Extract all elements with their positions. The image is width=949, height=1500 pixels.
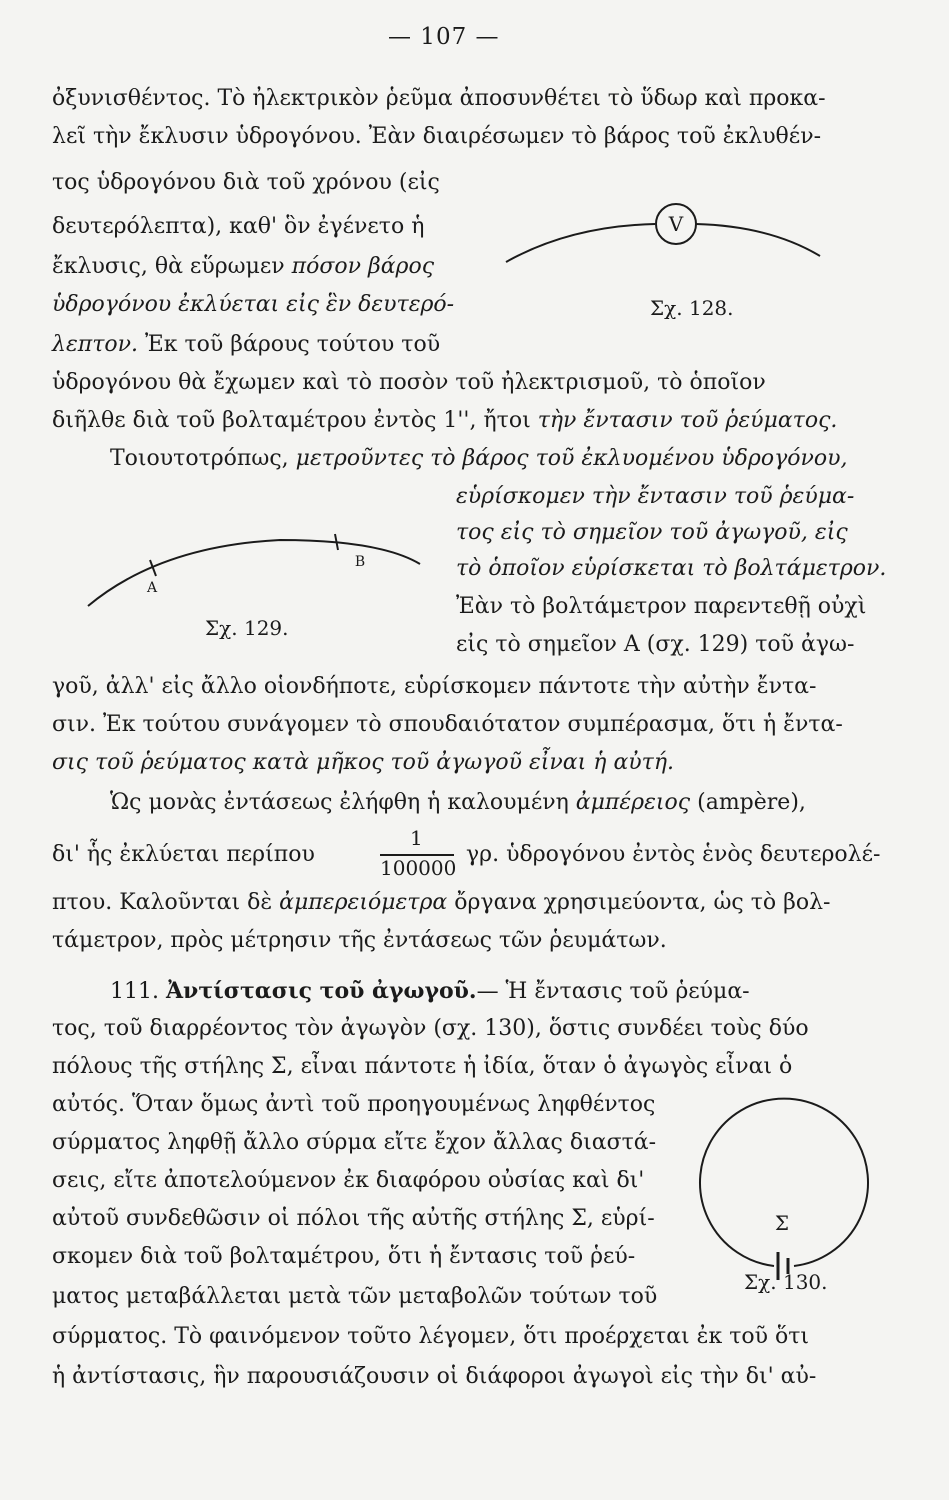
text-span: ὄργανα χρησιμεύοντα, ὡς τὸ βολ- (447, 890, 831, 915)
text-span: εἰς τὸ σημεῖον Α (σχ. 129) τοῦ ἀγω- (456, 632, 855, 657)
text-line (52, 1016, 809, 1042)
text-span: δι' ἧς ἐκλύεται περίπου (52, 842, 315, 867)
text-line (52, 928, 667, 954)
text-line (52, 170, 440, 196)
fraction-numerator: 1 (410, 826, 423, 850)
text-span: αὐτός. Ὅταν ὅμως ἀντὶ τοῦ προηγουμένως ληφθέντος (52, 1092, 656, 1117)
text-span: ὑδρογόνου θὰ ἔχωμεν καὶ τὸ ποσὸν τοῦ ἠλεκτρισμοῦ, τὸ ὁποῖον (52, 370, 766, 395)
figure-129-caption: Σχ. 129. (205, 616, 289, 640)
text-line (456, 632, 854, 658)
text-span-italic: λεπτον. (52, 332, 138, 357)
text-line (52, 890, 830, 916)
text-span: τος ὑδρογόνου διὰ τοῦ χρόνου (εἰς (52, 170, 440, 195)
page-number: — 107 — (388, 24, 500, 50)
text-line (52, 750, 674, 776)
text-span: πτου. Καλοῦνται δὲ (52, 890, 280, 915)
point-b-label: B (354, 554, 366, 570)
text-span: ἡ ἀντίστασις, ἣν παρουσιάζουσιν οἱ διάφοροι ἀγωγοὶ εἰς τὴν δι' αὐ- (52, 1364, 817, 1389)
text-line (466, 842, 880, 868)
text-span: σύρματος. Τὸ φαινόμενον τοῦτο λέγομεν, ὅτι προέρχεται ἐκ τοῦ ὅτι (52, 1324, 810, 1349)
text-span-italic: μετροῦντες τὸ βάρος τοῦ ἐκλυομένου ὑδρογόνου, (295, 446, 848, 471)
text-span-italic: τὴν ἔντασιν τοῦ ῥεύματος. (537, 408, 838, 433)
text-line (52, 1324, 809, 1350)
text-line (52, 124, 821, 150)
text-line (52, 214, 424, 240)
text-line (52, 1364, 816, 1390)
text-span: Ὡς μονὰς ἐντάσεως ἐλήφθη ἡ καλουμένη (110, 790, 576, 815)
text-span-italic: τος εἰς τὸ σημεῖον τοῦ ἀγωγοῦ, εἰς (456, 520, 848, 545)
text-span: πόλους τῆς στήλης Σ, εἶναι πάντοτε ἡ ἰδία, ὅταν ὁ ἀγωγὸς εἶναι ὁ (52, 1054, 793, 1079)
figure-130 (700, 1090, 880, 1280)
text-line (52, 712, 843, 738)
text-span-italic: ἀμπερειόμετρα (279, 890, 448, 915)
text-span: — Ἡ ἔντασις τοῦ ῥεύμα- (476, 979, 750, 1004)
text-span: σκομεν διὰ τοῦ βολταμέτρου, ὅτι ἡ ἔντασις τοῦ ῥεύ- (52, 1244, 636, 1269)
text-line (456, 556, 886, 582)
text-line (110, 446, 847, 472)
text-span: τάμετρον, πρὸς μέτρησιν τῆς ἐντάσεως τῶν ῥευμάτων. (52, 928, 667, 953)
figure-130-circuit (700, 1099, 868, 1266)
figure-128-wire-right (696, 224, 820, 256)
battery-label: Σ (774, 1211, 790, 1235)
text-span-italic: ὑδρογόνου ἐκλύεται εἰς ἓν δευτερό- (52, 292, 455, 317)
point-a-label: A (146, 580, 158, 596)
text-line (52, 1244, 635, 1270)
text-span-italic: πόσον βάρος (291, 254, 435, 279)
text-span: ὀξυνισθέντος. Τὸ ἠλεκτρικὸν ῥεῦμα ἀποσυνθέτει τὸ ὕδωρ καὶ προκα- (52, 86, 826, 111)
text-span: τος, τοῦ διαρρέοντος τὸν ἀγωγὸν (σχ. 130), ὅστις συνδέει τοὺς δύο (52, 1016, 809, 1041)
voltmeter-label: V (668, 212, 684, 236)
text-line (52, 1168, 644, 1194)
text-line (52, 1130, 656, 1156)
text-line (52, 842, 315, 868)
text-line (52, 292, 454, 318)
text-line (52, 370, 766, 396)
text-line (52, 1054, 792, 1080)
text-span: Τοιουτοτρόπως, (110, 446, 296, 471)
text-line (52, 332, 440, 358)
figure-128-caption: Σχ. 128. (650, 296, 734, 320)
figure-128 (500, 192, 830, 282)
text-line (52, 408, 837, 434)
text-span: (ampère), (690, 790, 806, 815)
text-span: Ἐκ τοῦ βάρους τούτου τοῦ (138, 332, 441, 357)
text-line (52, 1284, 657, 1310)
text-line (456, 520, 848, 546)
figure-129 (80, 520, 430, 620)
text-span: διῆλθε διὰ τοῦ βολταμέτρου ἐντὸς 1'', ἤτοι (52, 408, 538, 433)
text-line (52, 1206, 655, 1232)
text-line (52, 86, 826, 112)
text-span: σύρματος ληφθῇ ἄλλο σύρμα εἴτε ἔχον ἄλλας διαστά- (52, 1130, 657, 1155)
text-span-italic: ἀμπέρειος (575, 790, 691, 815)
text-line (110, 790, 806, 816)
text-span: σιν. Ἐκ τούτου συνάγομεν τὸ σπουδαιότατον συμπέρασμα, ὅτι ἡ ἔντα- (52, 712, 843, 737)
section-number: 111. (110, 979, 166, 1004)
text-line (456, 594, 866, 620)
text-line (52, 254, 434, 280)
figure-130-caption: Σχ. 130. (744, 1270, 828, 1294)
text-span: Ἐὰν τὸ βολτάμετρον παρεντεθῇ οὐχὶ (456, 594, 867, 619)
figure-129-wire (88, 540, 420, 606)
text-span-italic: εὑρίσκομεν τὴν ἔντασιν τοῦ ῥεύμα- (456, 484, 855, 509)
text-span: δευτερόλεπτα), καθ' ὃν ἐγένετο ἡ (52, 214, 425, 239)
section-title: Ἀντίστασις τοῦ ἀγωγοῦ. (165, 978, 477, 1004)
text-span: σεις, εἴτε ἀποτελούμενον ἐκ διαφόρου οὐσίας καὶ δι' (52, 1168, 645, 1193)
text-span: αὐτοῦ συνδεθῶσιν οἱ πόλοι τῆς αὐτῆς στήλης Σ, εὑρί- (52, 1206, 655, 1231)
text-span: ἔκλυσις, θὰ εὕρωμεν (52, 254, 292, 279)
text-span: ματος μεταβάλλεται μετὰ τῶν μεταβολῶν τούτων τοῦ (52, 1284, 658, 1309)
text-line (456, 484, 854, 510)
text-span: γοῦ, ἀλλ' εἰς ἄλλο οἱονδήποτε, εὑρίσκομεν πάντοτε τὴν αὐτὴν ἔντα- (52, 674, 817, 699)
fraction-denominator: 100000 (380, 856, 457, 880)
text-span-italic: σις τοῦ ῥεύματος κατὰ μῆκος τοῦ ἀγωγοῦ εἶναι ἡ αὐτή. (52, 750, 675, 775)
text-span-italic: τὸ ὁποῖον εὑρίσκεται τὸ βολτάμετρον. (456, 556, 887, 581)
text-span: γρ. ὑδρογόνου ἐντὸς ἑνὸς δευτερολέ- (466, 842, 881, 867)
text-line (52, 674, 816, 700)
figure-128-wire-left (506, 224, 655, 262)
text-span: λεῖ τὴν ἔκλυσιν ὑδρογόνου. Ἐὰν διαιρέσωμεν τὸ βάρος τοῦ ἐκλυθέν- (52, 124, 822, 149)
text-line (52, 1092, 655, 1118)
fraction (380, 826, 460, 884)
section-heading-line (110, 978, 750, 1005)
